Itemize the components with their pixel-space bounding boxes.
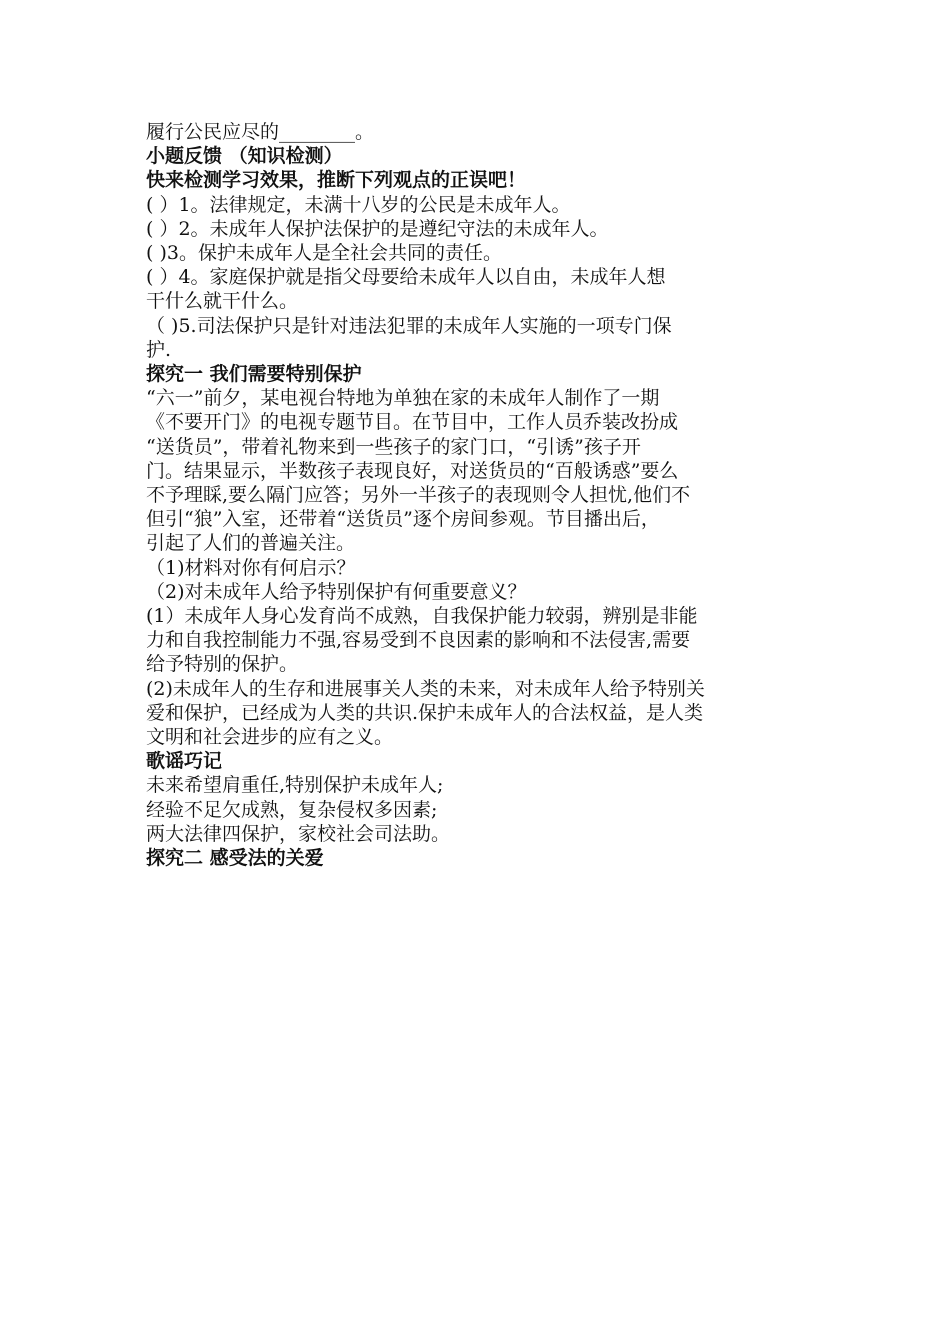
quiz-instruction: 快来检测学习效果，推断下列观点的正误吧！: [146, 169, 527, 192]
quiz-item-1: ( ）1。法律规定，未满十八岁的公民是未成年人。: [146, 193, 571, 216]
quiz-item-5: （ )5.司法保护只是针对违法犯罪的未成年人实施的一项专门保: [146, 314, 672, 337]
fill-blank-line: 履行公民应尽的________。: [146, 121, 375, 143]
section-heading-rhyme: 歌谣巧记: [146, 750, 223, 773]
material-paragraph: 《不要开门》的电视专题节目。在节目中，工作人员乔装改扮成: [146, 411, 679, 434]
answer-2: 爱和保护，已经成为人类的共识.保护未成年人的合法权益，是人类: [146, 701, 704, 724]
question-2: （2)对未成年人给予特别保护有何重要意义？: [146, 580, 527, 603]
material-paragraph: 门。结果显示，半数孩子表现良好，对送货员的“百般诱惑”要么: [146, 459, 679, 482]
question-1: （1)材料对你有何启示？: [146, 556, 356, 579]
quiz-item-3: ( )3。保护未成年人是全社会共同的责任。: [146, 242, 502, 265]
material-paragraph: 但引“狼”入室，还带着“送货员”逐个房间参观。节目播出后，: [146, 508, 660, 531]
quiz-item-5-cont: 护.: [146, 338, 172, 361]
document-body: [146, 120, 811, 870]
section-heading-quiz: 小题反馈 （知识检测）: [146, 145, 343, 168]
quiz-item-4-cont: 干什么就干什么。: [146, 290, 299, 313]
quiz-item-4: ( ）4。家庭保护就是指父母要给未成年人以自由，未成年人想: [146, 266, 666, 289]
answer-1: 力和自我控制能力不强,容易受到不良因素的影响和不法侵害,需要: [146, 629, 691, 652]
answer-1: 给予特别的保护。: [146, 653, 299, 676]
section-heading-explore-1: 探究一 我们需要特别保护: [146, 363, 362, 386]
rhyme-line: 两大法律四保护，家校社会司法助。: [146, 822, 451, 845]
material-paragraph: “送货员”，带着礼物来到一些孩子的家门口，“引诱”孩子开: [146, 435, 641, 458]
material-paragraph: “六一”前夕，某电视台特地为单独在家的未成年人制作了一期: [146, 387, 660, 410]
quiz-item-2: ( ）2。未成年人保护法保护的是遵纪守法的未成年人。: [146, 217, 609, 240]
material-paragraph: 不予理睬,要么隔门应答；另外一半孩子的表现则令人担忧,他们不: [146, 484, 691, 507]
answer-1: (1）未成年人身心发育尚不成熟，自我保护能力较弱，辨别是非能: [146, 605, 698, 628]
rhyme-line: 未来希望肩重任,特别保护未成年人;: [146, 774, 444, 797]
section-heading-explore-2: 探究二 感受法的关爱: [146, 847, 324, 870]
material-paragraph: 引起了人们的普遍关注。: [146, 532, 356, 555]
rhyme-line: 经验不足欠成熟，复杂侵权多因素;: [146, 798, 438, 821]
answer-2: 文明和社会进步的应有之义。: [146, 726, 394, 749]
answer-2: (2)未成年人的生存和进展事关人类的未来，对未成年人给予特别关: [146, 677, 705, 700]
